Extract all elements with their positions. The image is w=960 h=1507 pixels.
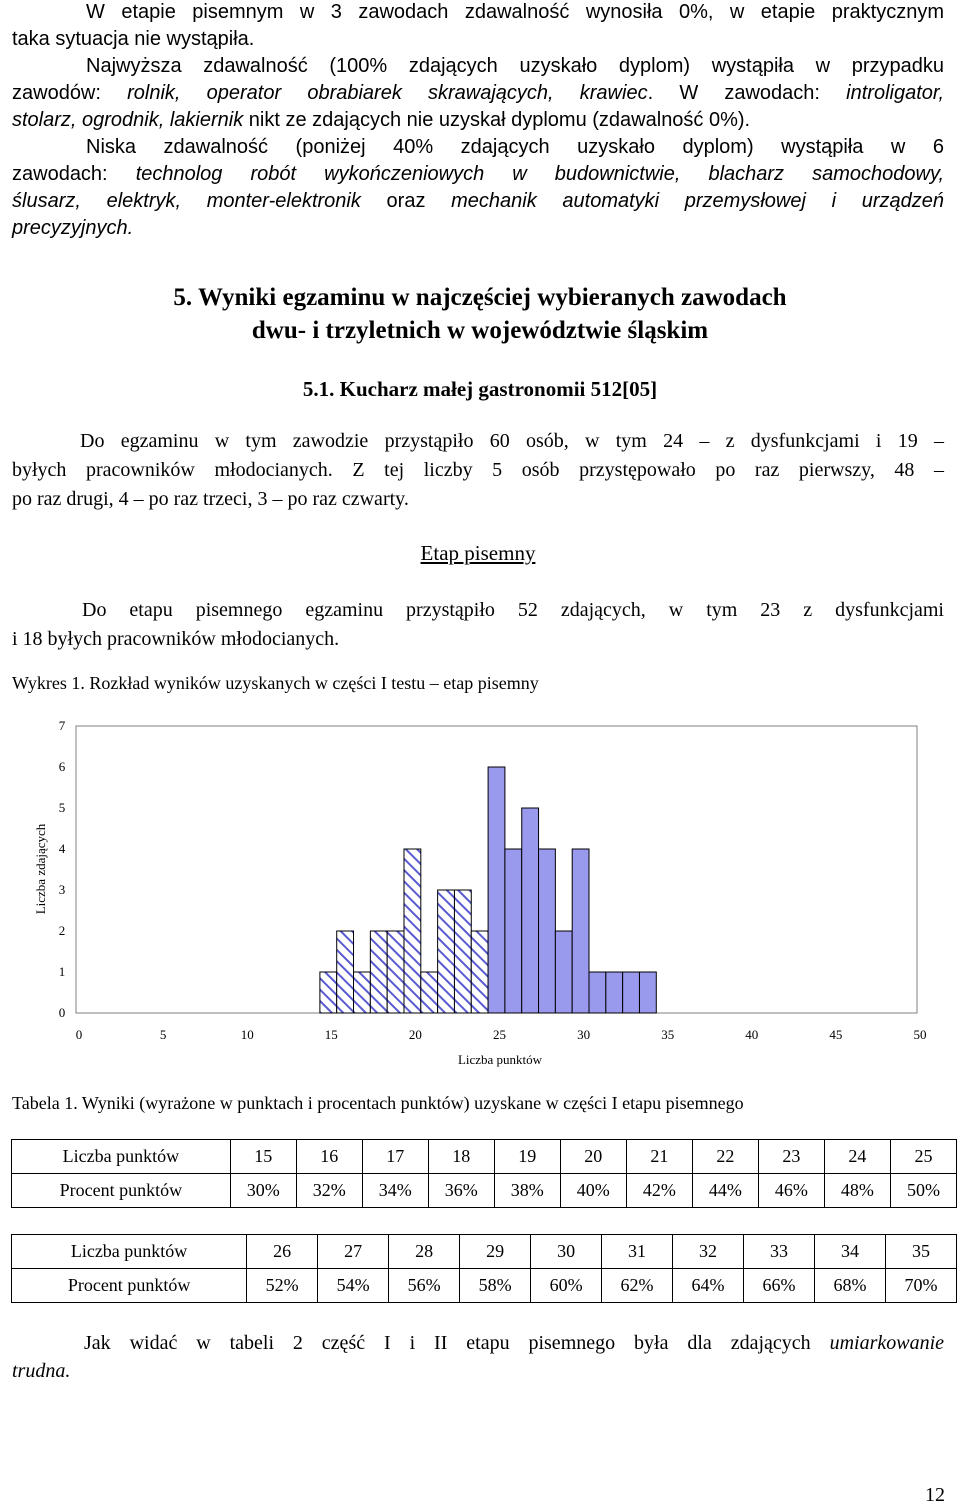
table-cell: 48% — [824, 1174, 890, 1208]
y-axis-label: Liczba zdających — [33, 823, 48, 915]
occupation-list: mechanik automatyki przemysłowej i urządzeń — [451, 190, 944, 212]
intro-line — [12, 188, 944, 215]
x-tick-label: 5 — [159, 1027, 167, 1042]
exam-line: byłych pracowników młodocianych. Z tej liczby 5 osób przystępowało po raz pierwszy, 48 – — [12, 459, 944, 481]
occupation-list: precyzyjnych. — [12, 217, 134, 239]
bar-24 — [471, 931, 488, 1013]
intro-line: taka sytuacja nie wystąpiła. — [12, 28, 255, 50]
row-label: Liczba punktów — [12, 1235, 247, 1269]
bar-16 — [337, 931, 354, 1013]
table-cell: 66% — [744, 1269, 815, 1303]
table-cell: 24 — [824, 1140, 890, 1174]
exam-line: po raz drugi, 4 – po raz trzeci, 3 – po raz czwarty. — [12, 488, 409, 510]
table-cell: 44% — [692, 1174, 758, 1208]
table-caption: Tabela 1. Wyniki (wyrażone w punktach i procentach punktów) uzyskane w części I etapu pisemnego — [12, 1093, 744, 1113]
emphasis: umiarkowanie — [829, 1332, 944, 1354]
bar-27 — [522, 808, 539, 1013]
table-cell: 25 — [890, 1140, 956, 1174]
bar-23 — [454, 890, 471, 1013]
heading-line: 5. Wyniki egzaminu w najczęściej wybieranych zawodach — [173, 284, 787, 311]
y-tick-label: 0 — [58, 1005, 66, 1020]
row-label: Procent punktów — [12, 1174, 231, 1208]
occupation-list: rolnik, operator obrabiarek skrawających, krawiec — [127, 82, 648, 104]
page-number: 12 — [925, 1484, 945, 1506]
chart-caption: Wykres 1. Rozkład wyników uzyskanych w części I testu – etap pisemny — [12, 673, 539, 693]
y-tick-label: 6 — [58, 759, 66, 774]
closing-line — [12, 1329, 944, 1357]
y-tick-label: 1 — [58, 964, 66, 979]
emphasis: trudna. — [12, 1360, 71, 1382]
table-cell: 56% — [389, 1269, 460, 1303]
x-tick-label: 0 — [75, 1027, 83, 1042]
table-cell: 58% — [460, 1269, 531, 1303]
bar-26 — [505, 849, 522, 1013]
text-run: zawodów: — [12, 82, 128, 104]
occupation-list: ślusarz, elektryk, monter-elektronik — [12, 190, 361, 212]
table-row — [12, 1235, 957, 1269]
table-cell: 18 — [428, 1140, 494, 1174]
bar-19 — [387, 931, 404, 1013]
x-tick-label: 45 — [829, 1027, 843, 1042]
x-tick-label: 15 — [324, 1027, 338, 1042]
bar-29 — [555, 931, 572, 1013]
table-cell: 36% — [428, 1174, 494, 1208]
text-run: Jak widać w tabeli 2 część I i II etapu pisemnego była dla zdających — [84, 1332, 830, 1354]
bar-17 — [354, 972, 371, 1013]
bar-18 — [370, 931, 387, 1013]
table-cell: 52% — [247, 1269, 318, 1303]
bar-30 — [572, 849, 589, 1013]
occupation-list: technolog robót wykończeniowych w budownictwie, blacharz samochodowy, — [135, 163, 945, 185]
closing-paragraph — [12, 1329, 944, 1385]
written-line: Do etapu pisemnego egzaminu przystąpiło 52 zdających, w tym 23 z dysfunkcjami — [82, 599, 944, 621]
table-cell: 28 — [389, 1235, 460, 1269]
table-cell: 29 — [460, 1235, 531, 1269]
text-run: oraz — [360, 190, 452, 212]
table-cell: 22 — [692, 1140, 758, 1174]
table-cell: 62% — [602, 1269, 673, 1303]
table-cell: 35 — [886, 1235, 957, 1269]
y-tick-label: 2 — [58, 923, 66, 938]
table-cell: 30% — [230, 1174, 296, 1208]
table-cell: 26 — [247, 1235, 318, 1269]
intro-line: Niska zdawalność (poniżej 40% zdających uzyskało dyplom) wystąpiła w 6 — [86, 136, 944, 158]
y-tick-label: 4 — [58, 841, 66, 856]
occupation-list: stolarz, ogrodnik, lakiernik — [12, 109, 244, 131]
table-cell: 34% — [362, 1174, 428, 1208]
row-label: Procent punktów — [12, 1269, 247, 1303]
table-row — [12, 1140, 957, 1174]
points-table-2 — [11, 1234, 957, 1303]
table-cell: 16 — [296, 1140, 362, 1174]
bar-33 — [623, 972, 640, 1013]
intro-line — [12, 80, 944, 107]
table-cell: 70% — [886, 1269, 957, 1303]
text-run: zawodach: — [12, 163, 136, 185]
table-cell: 17 — [362, 1140, 428, 1174]
intro-line — [12, 107, 944, 134]
x-tick-label: 30 — [577, 1027, 591, 1042]
bar-15 — [320, 972, 337, 1013]
table-cell: 32% — [296, 1174, 362, 1208]
x-tick-label: 25 — [493, 1027, 506, 1042]
bar-25 — [488, 767, 505, 1013]
table-cell: 42% — [626, 1174, 692, 1208]
bar-32 — [606, 972, 623, 1013]
histogram-chart — [0, 705, 960, 1080]
table-row — [12, 1269, 957, 1303]
x-tick-label: 50 — [913, 1027, 927, 1042]
intro-line — [12, 215, 944, 242]
section-heading — [0, 281, 960, 347]
subsection-heading: 5.1. Kucharz małej gastronomii 512[05] — [302, 377, 658, 401]
text-run: nikt ze zdających nie uzyskał dyplomu (zdawalność 0%). — [243, 109, 751, 131]
table-cell: 21 — [626, 1140, 692, 1174]
table-cell: 64% — [673, 1269, 744, 1303]
table-cell: 54% — [318, 1269, 389, 1303]
table-cell: 38% — [494, 1174, 560, 1208]
row-label: Liczba punktów — [12, 1140, 231, 1174]
table-cell: 27 — [318, 1235, 389, 1269]
bar-22 — [438, 890, 455, 1013]
exam-line: Do egzaminu w tym zawodzie przystąpiło 60 osób, w tym 24 – z dysfunkcjami i 19 – — [80, 430, 944, 452]
bar-20 — [404, 849, 421, 1013]
table-cell: 23 — [758, 1140, 824, 1174]
table-cell: 33 — [744, 1235, 815, 1269]
table-cell: 20 — [560, 1140, 626, 1174]
x-tick-label: 10 — [240, 1027, 254, 1042]
points-table-1 — [11, 1139, 957, 1208]
table-cell: 46% — [758, 1174, 824, 1208]
written-paragraph — [12, 596, 944, 654]
x-tick-label: 35 — [661, 1027, 675, 1042]
table-cell: 15 — [230, 1140, 296, 1174]
x-tick-label: 20 — [408, 1027, 422, 1042]
bar-34 — [639, 972, 656, 1013]
intro-line — [12, 161, 944, 188]
table-cell: 32 — [673, 1235, 744, 1269]
table-cell: 68% — [815, 1269, 886, 1303]
closing-line — [12, 1357, 944, 1385]
exam-paragraph — [12, 427, 944, 514]
y-tick-label: 7 — [58, 718, 66, 733]
heading-line: dwu- i trzyletnich w województwie śląskim — [251, 317, 709, 344]
table-cell: 30 — [531, 1235, 602, 1269]
table-cell: 34 — [815, 1235, 886, 1269]
table-row — [12, 1174, 957, 1208]
table-cell: 31 — [602, 1235, 673, 1269]
intro-line: Najwyższa zdawalność (100% zdających uzyskało dyplom) wystąpiła w przypadku — [86, 55, 944, 77]
intro-line: W etapie pisemnym w 3 zawodach zdawalność wynosiła 0%, w etapie praktycznym — [86, 1, 944, 23]
y-tick-label: 5 — [58, 800, 66, 815]
intro-paragraphs — [12, 0, 944, 242]
x-tick-label: 40 — [745, 1027, 759, 1042]
table-cell: 50% — [890, 1174, 956, 1208]
text-run: . W zawodach: — [647, 82, 847, 104]
y-tick-label: 3 — [58, 882, 66, 897]
occupation-list: introligator, — [846, 82, 945, 104]
bar-28 — [539, 849, 556, 1013]
x-axis-label: Liczba punktów — [457, 1052, 543, 1067]
table-cell: 40% — [560, 1174, 626, 1208]
bar-21 — [421, 972, 438, 1013]
written-line: i 18 byłych pracowników młodocianych. — [12, 628, 340, 650]
table-cell: 19 — [494, 1140, 560, 1174]
table-cell: 60% — [531, 1269, 602, 1303]
stage-title: Etap pisemny — [420, 541, 536, 565]
bar-31 — [589, 972, 606, 1013]
